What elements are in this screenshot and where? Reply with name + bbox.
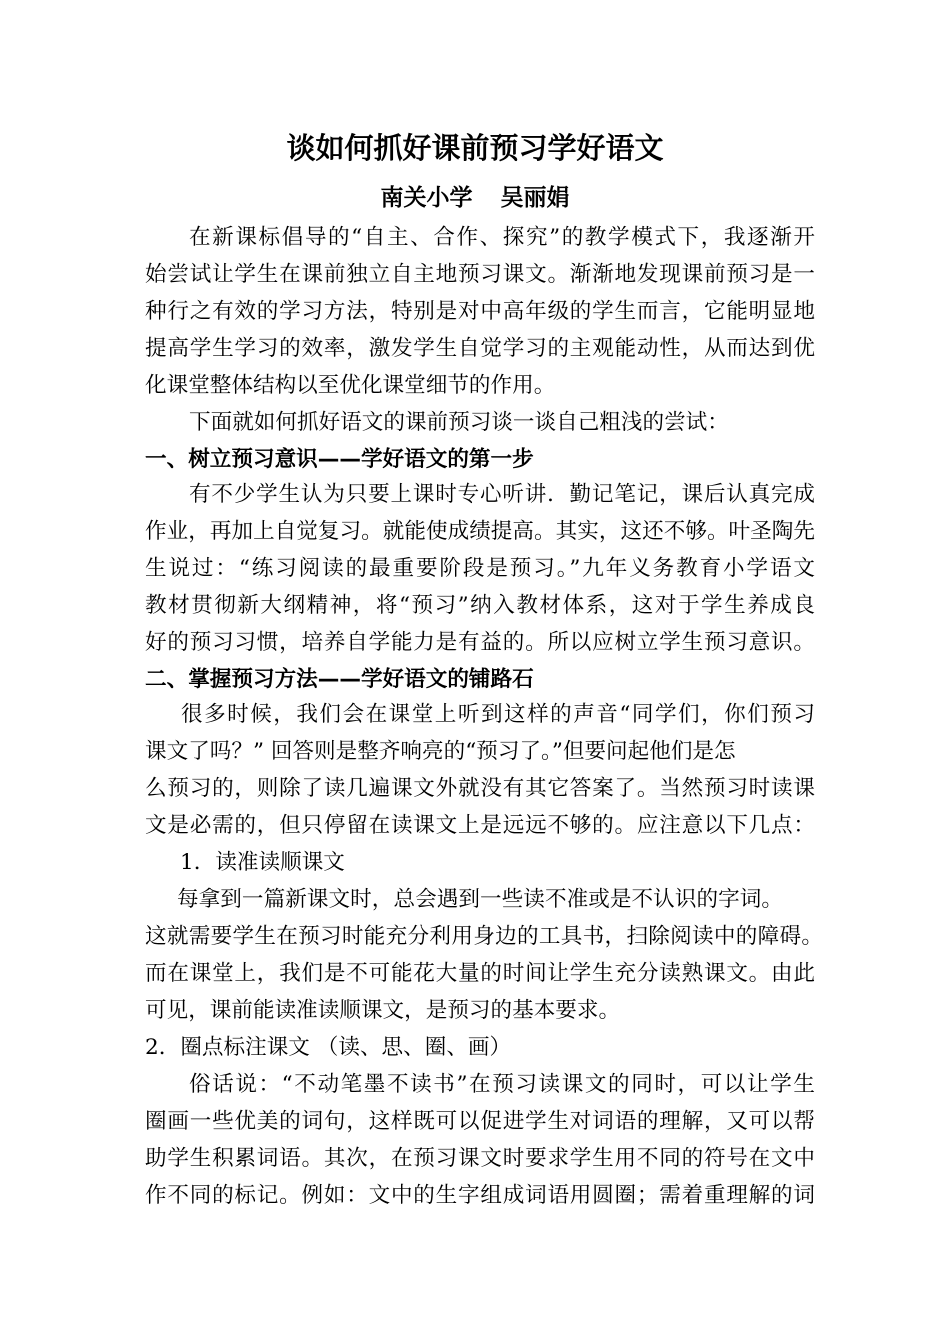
- document-title: 谈如何抓好课前预习学好语文: [286, 131, 664, 165]
- section-heading: 一、树立预习意识——学好语文的第一步: [145, 447, 534, 472]
- paragraph-line: 有不少学生认为只要上课时专心听讲．勤记笔记，课后认真完成: [189, 482, 815, 507]
- paragraph-line: 而在课堂上，我们是不可能花大量的时间让学生充分读熟课文。由此: [145, 961, 815, 986]
- paragraph-line: 圈画一些优美的词句，这样既可以促进学生对词语的理解，又可以帮: [145, 1109, 815, 1134]
- paragraph-line: 化课堂整体结构以至优化课堂细节的作用。: [145, 373, 556, 398]
- subsection-heading: 1．读准读顺课文: [180, 850, 345, 875]
- subsection-heading: 2．圈点标注课文 （读、思、圈、画）: [145, 1035, 512, 1060]
- paragraph-line: 助学生积累词语。其次，在预习课文时要求学生用不同的符号在文中: [145, 1146, 815, 1171]
- paragraph-line: 每拿到一篇新课文时，总会遇到一些读不准或是不认识的字词。: [177, 887, 783, 912]
- paragraph-line: 作业，再加上自觉复习。就能使成绩提高。其实，这还不够。叶圣陶先: [145, 519, 815, 544]
- author-line: [0, 180, 950, 216]
- paragraph-line: 可见，课前能读准读顺课文，是预习的基本要求。: [145, 998, 621, 1023]
- paragraph-line: 好的预习习惯，培养自学能力是有益的。所以应树立学生预习意识。: [145, 630, 815, 655]
- paragraph-line: 提高学生学习的效率，激发学生自觉学习的主观能动性，从而达到优: [145, 336, 815, 361]
- author-school: 南关小学: [380, 184, 473, 211]
- paragraph-line: 下面就如何抓好语文的课前预习谈一谈自己粗浅的尝试：: [189, 410, 729, 435]
- author-name: 吴丽娟: [500, 184, 570, 211]
- paragraph-line: 作不同的标记。例如：文中的生字组成词语用圆圈；需着重理解的词: [145, 1183, 815, 1208]
- paragraph-line: 教材贯彻新大纲精神，将“预习”纳入教材体系，这对于学生养成良: [145, 593, 815, 618]
- paragraph-line: 文是必需的，但只停留在读课文上是远远不够的。应注意以下几点：: [145, 813, 815, 838]
- section-heading: 二、掌握预习方法——学好语文的铺路石: [145, 667, 534, 692]
- paragraph-line: 么预习的，则除了读几遍课文外就没有其它答案了。当然预习时读课: [145, 776, 815, 801]
- paragraph-line: 这就需要学生在预习时能充分利用身边的工具书，扫除阅读中的障碍。: [145, 924, 823, 949]
- paragraph-line: 在新课标倡导的“自主、合作、探究”的教学模式下，我逐渐开: [189, 225, 815, 250]
- paragraph-line: 生说过：“练习阅读的最重要阶段是预习。”九年义务教育小学语文: [145, 556, 815, 581]
- paragraph-line: 课文了吗？” 回答则是整齐响亮的“预习了。”但要问起他们是怎: [145, 739, 736, 764]
- paragraph-line: 始尝试让学生在课前独立自主地预习课文。渐渐地发现课前预习是一: [145, 262, 815, 287]
- paragraph-line: 很多时候，我们会在课堂上听到这样的声音“同学们，你们预习: [181, 702, 815, 727]
- paragraph-line: 种行之有效的学习方法，特别是对中高年级的学生而言，它能明显地: [145, 299, 815, 324]
- paragraph-line: 俗话说：“不动笔墨不读书”在预习读课文的同时，可以让学生: [189, 1072, 815, 1097]
